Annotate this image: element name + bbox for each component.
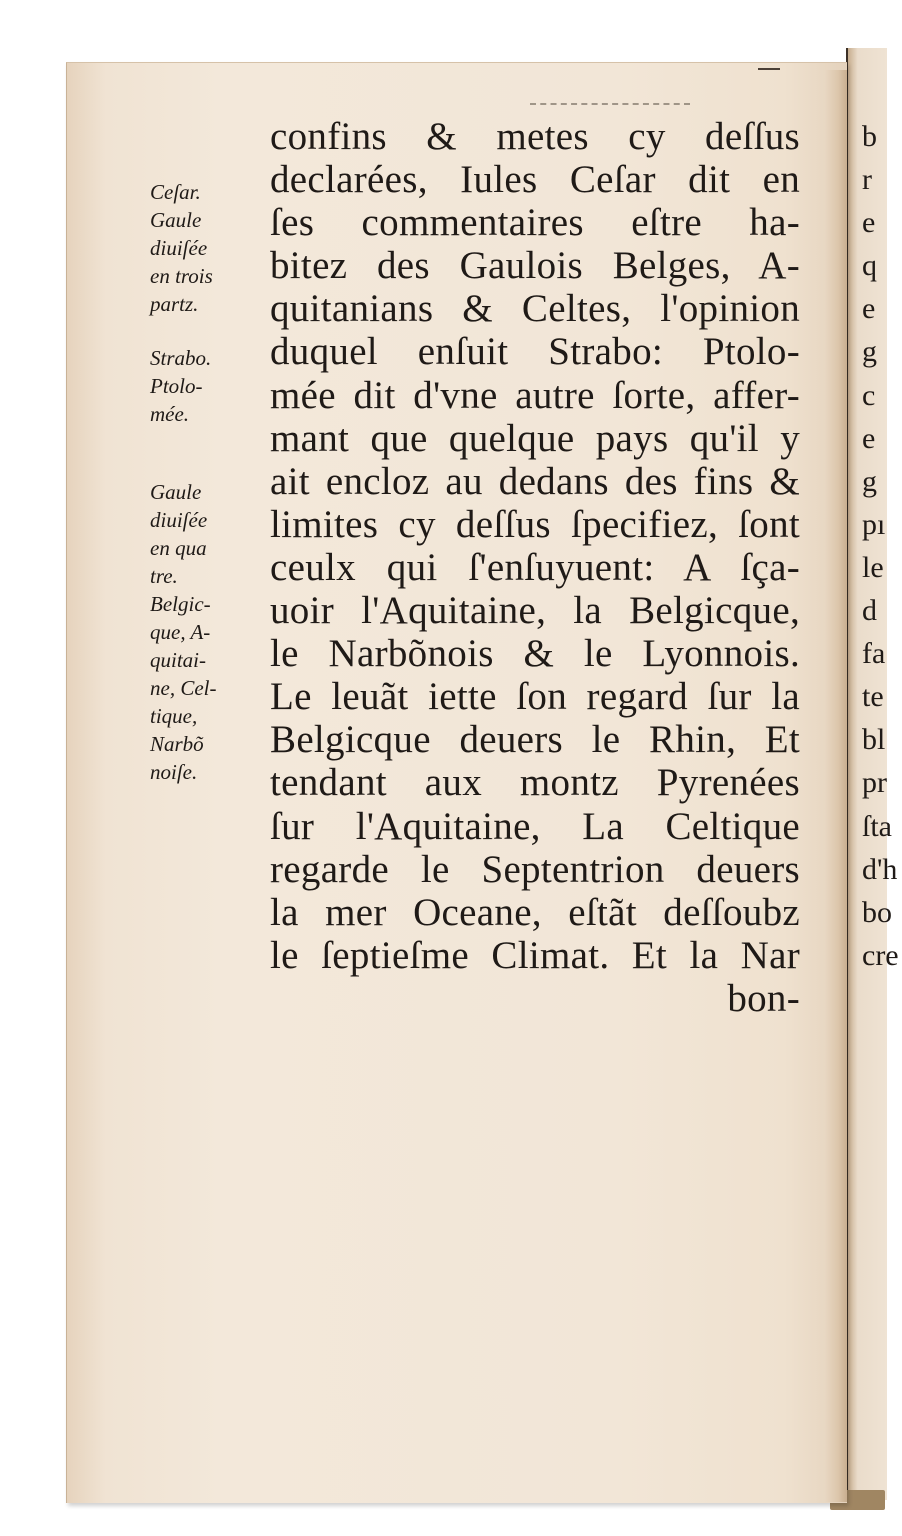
text-line: quitanians & Celtes, l'opinion (270, 287, 800, 331)
facing-fragment: g (862, 335, 877, 369)
facing-fragment: q (862, 249, 877, 283)
text-line: le ſeptieſme Climat. Et la Nar (270, 933, 800, 977)
margin-note (150, 344, 270, 428)
facing-fragment: pr (862, 766, 887, 800)
margin-note-line: quitai- (150, 648, 206, 672)
facing-fragment: bl (862, 723, 886, 757)
margin-note-line: en qua (150, 536, 207, 560)
text-line: la mer Oceane, eſtãt deſſoubz (270, 890, 800, 934)
margin-note-line: diuiſée (150, 236, 208, 260)
text-line: ſes commentaires eſtre ha- (270, 201, 800, 245)
text-line: mée dit d'vne autre ſorte, affer- (270, 373, 800, 417)
show-through-mark (530, 103, 690, 107)
text-line: Le leuãt iette ſon regard ſur la (270, 675, 800, 719)
margin-note-line: tre. (150, 564, 178, 588)
facing-fragment: d'h (862, 852, 898, 886)
facing-fragment: e (862, 206, 876, 240)
text-line: mant que quelque pays qu'il y (270, 416, 800, 460)
facing-fragment: le (862, 550, 884, 584)
facing-fragment: cre (862, 938, 899, 972)
margin-note (150, 478, 270, 786)
page-mark (758, 68, 780, 70)
text-line: ait encloz au dedans des fins & (270, 459, 800, 503)
facing-fragment: e (862, 421, 876, 455)
facing-fragment: d (862, 594, 877, 628)
facing-fragment: b (862, 120, 877, 153)
catchword: bon- (727, 976, 800, 1020)
margin-note-line: Narbõ (150, 732, 204, 756)
text-line: tendant aux montz Pyrenées (270, 761, 800, 805)
facing-fragment: r (862, 163, 872, 197)
margin-note-line: partz. (150, 292, 199, 316)
main-text-block (270, 115, 830, 1020)
margin-note-line: Strabo. (150, 346, 212, 370)
facing-fragment: fa (862, 637, 886, 671)
margin-note-line: que, A- (150, 620, 211, 644)
text-line: ceulx qui ſ'enſuyuent: A ſça- (270, 545, 800, 589)
margin-note-line: mée. (150, 402, 190, 426)
margin-note-line: tique, (150, 704, 198, 728)
margin-note-line: Ptolo- (150, 374, 203, 398)
text-line: le Narbõnois & le Lyonnois. (270, 632, 800, 676)
facing-fragment: bo (862, 895, 892, 929)
facing-fragment: g (862, 464, 877, 498)
margin-note-line: Gaule (150, 480, 202, 504)
facing-fragment: te (862, 680, 884, 714)
text-line: duquel enſuit Strabo: Ptolo- (270, 330, 800, 374)
facing-fragment: e (862, 292, 876, 326)
margin-note-line: Belgic- (150, 592, 211, 616)
text-line: bitez des Gaulois Belges, A- (270, 244, 800, 288)
facing-page-text (862, 115, 902, 977)
margin-note (150, 178, 270, 318)
margin-note-line: noiſe. (150, 760, 198, 784)
text-line: uoir l'Aquitaine, la Belgicque, (270, 589, 800, 633)
facing-fragment: pı (862, 507, 886, 541)
margin-note-line: diuiſée (150, 508, 208, 532)
margin-note-line: en trois (150, 264, 213, 288)
margin-note-line: Gaule (150, 208, 202, 232)
facing-fragment: c (862, 378, 876, 412)
text-line: confins & metes cy deſſus (270, 115, 800, 158)
text-line: limites cy deſſus ſpecifiez, ſont (270, 502, 800, 546)
text-line: ſur l'Aquitaine, La Celtique (270, 804, 800, 848)
text-line: Belgicque deuers le Rhin, Et (270, 718, 800, 762)
text-line: regarde le Septentrion deuers (270, 847, 800, 891)
margin-note-line: ne, Cel- (150, 676, 217, 700)
facing-fragment: ſta (862, 809, 892, 843)
margin-note-line: Ceſar. (150, 180, 201, 204)
margin-notes (150, 178, 270, 806)
text-line: declarées, Iules Ceſar dit en (270, 158, 800, 202)
